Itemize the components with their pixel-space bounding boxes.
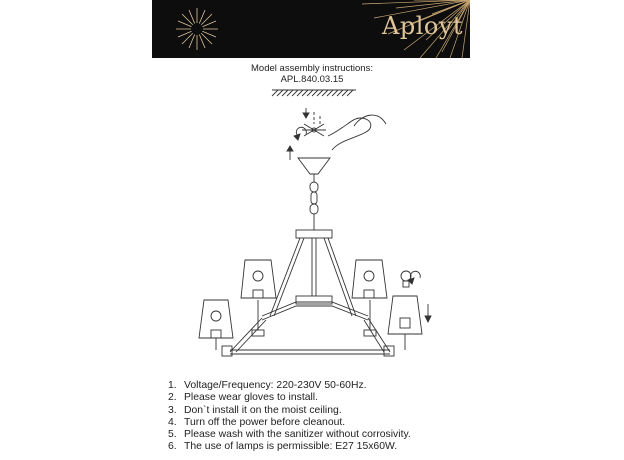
lamp-shade-front-left bbox=[199, 300, 233, 338]
lamp-shade-front-right bbox=[388, 296, 422, 334]
chain bbox=[310, 182, 318, 214]
canopy bbox=[298, 158, 330, 174]
down-arrow-icon bbox=[425, 304, 431, 322]
up-arrow-icon bbox=[287, 108, 309, 160]
brand-logo-text: Aployt bbox=[382, 12, 464, 40]
rotate-arrow-icon bbox=[294, 127, 420, 284]
list-item: 5. Please wash with the sanitizer without corrosivity. bbox=[168, 429, 411, 441]
list-item: 6. The use of lamps is permissible: E27 15x60W. bbox=[168, 441, 398, 453]
list-item: 4. Turn off the power before cleanout. bbox=[168, 416, 346, 428]
lamp-shade-back-right bbox=[352, 260, 387, 298]
ceiling-hatch bbox=[272, 90, 356, 96]
list-item: 1. Voltage/Frequency: 220-230V 50-60Hz. bbox=[168, 380, 367, 391]
model-title: Model assembly instructions: bbox=[251, 63, 373, 74]
model-number: APL.840.03.15 bbox=[280, 74, 344, 85]
list-item: 3. Don`t install it on the moist ceiling. bbox=[168, 404, 342, 416]
bulb-icon bbox=[401, 271, 411, 287]
instructions-list bbox=[168, 380, 411, 454]
wires bbox=[328, 118, 371, 150]
lamp-shade-back-left bbox=[241, 260, 276, 298]
list-item: 2. Please wear gloves to install. bbox=[168, 392, 318, 404]
